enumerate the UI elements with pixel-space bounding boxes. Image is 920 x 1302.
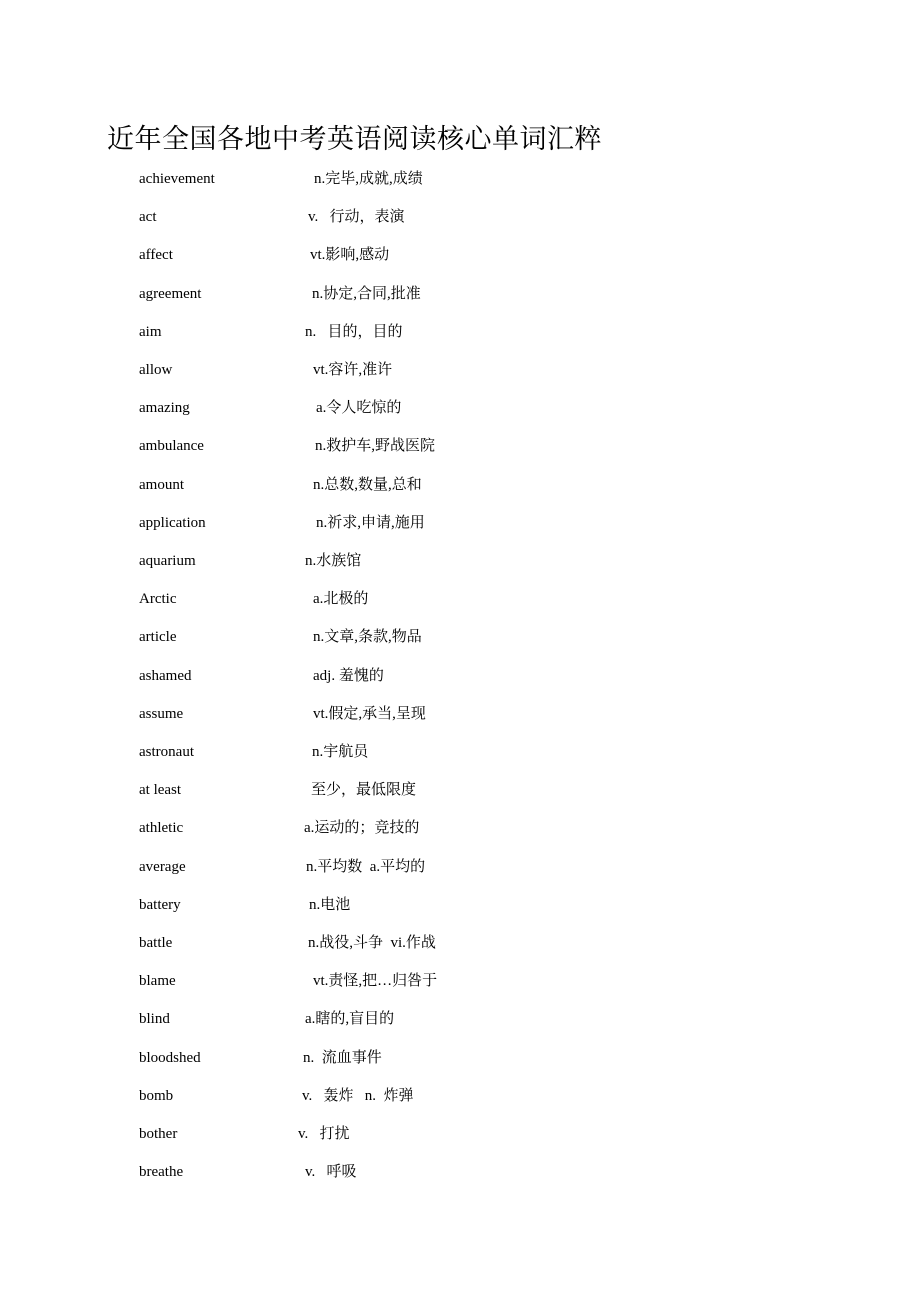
entry-word: battery: [139, 896, 181, 913]
entry-word: battle: [139, 935, 173, 951]
entry-word: at least: [139, 782, 182, 799]
entry-definition: n.祈求,申请,施用: [316, 514, 425, 531]
entry-definition: a.运动的；竞技的: [304, 820, 420, 837]
entry-definition: n.总数,数量,总和: [313, 476, 422, 493]
vocabulary-entry: [0, 1160, 920, 1184]
vocabulary-entry: [0, 893, 920, 917]
entry-word: bomb: [139, 1087, 174, 1104]
vocabulary-entry: [0, 702, 920, 726]
vocabulary-entry: [0, 778, 920, 802]
vocabulary-entry: [0, 740, 920, 764]
vocabulary-entry: [0, 587, 920, 611]
entry-word: article: [139, 629, 177, 646]
entry-word: athletic: [139, 820, 184, 837]
vocabulary-entry: [0, 243, 920, 267]
entry-definition: n.文章,条款,物品: [313, 629, 422, 646]
vocabulary-entry: [0, 1084, 920, 1108]
entry-word: average: [139, 858, 186, 875]
entry-word: allow: [139, 362, 173, 378]
vocabulary-entry: [0, 625, 920, 649]
entry-definition: a.令人吃惊的: [316, 400, 402, 417]
entry-definition: vt.容许,准许: [313, 362, 393, 378]
entry-definition: n.水族馆: [305, 553, 362, 569]
vocabulary-entry: [0, 816, 920, 840]
entry-definition: v. 轰炸 n. 炸弹: [302, 1087, 414, 1104]
entry-word: amazing: [139, 400, 190, 417]
entry-definition: n.平均数 a.平均的: [306, 858, 426, 875]
entry-word: breathe: [139, 1164, 184, 1181]
entry-definition: n. 流血事件: [303, 1049, 382, 1066]
entry-definition: vt.影响,感动: [310, 247, 390, 264]
entry-word: astronaut: [139, 744, 194, 760]
entry-definition: 至少，最低限度: [311, 782, 417, 799]
vocabulary-entry: [0, 434, 920, 458]
entry-word: application: [139, 514, 206, 531]
entry-word: ambulance: [139, 438, 204, 455]
entry-definition: vt.责怪,把…归咎于: [313, 973, 438, 990]
entry-word: act: [139, 209, 157, 226]
vocabulary-entry: [0, 664, 920, 688]
entry-word: affect: [139, 247, 173, 264]
entry-word: aim: [139, 323, 162, 340]
vocabulary-entry: [0, 473, 920, 497]
entry-word: Arctic: [139, 591, 177, 608]
vocabulary-entry: [0, 1122, 920, 1146]
entry-definition: v. 呼吸: [305, 1164, 357, 1181]
entry-definition: adj. 羞愧的: [313, 667, 384, 684]
entry-word: ashamed: [139, 667, 192, 684]
vocabulary-entry: [0, 396, 920, 420]
vocabulary-entry: [0, 205, 920, 229]
entry-word: blind: [139, 1011, 170, 1028]
vocabulary-entry: [0, 1007, 920, 1031]
entry-definition: n.救护车,野战医院: [315, 438, 436, 455]
entry-definition: n.战役,斗争 vi.作战: [308, 935, 436, 951]
entry-definition: a.瞎的,盲目的: [305, 1011, 395, 1028]
vocabulary-entry: [0, 358, 920, 382]
entry-definition: n.完毕,成就,成绩: [314, 171, 423, 187]
entry-definition: n.协定,合同,批准: [312, 285, 421, 302]
entry-definition: n.电池: [309, 896, 351, 913]
entry-word: agreement: [139, 285, 202, 302]
entry-definition: n.宇航员: [312, 744, 369, 760]
entry-word: bother: [139, 1126, 178, 1142]
vocabulary-entry: [0, 167, 920, 191]
vocabulary-entry: [0, 282, 920, 306]
entry-word: aquarium: [139, 553, 196, 569]
vocabulary-entry: [0, 320, 920, 344]
entry-definition: v. 打扰: [298, 1126, 350, 1142]
vocabulary-entry: [0, 1046, 920, 1070]
vocabulary-entry: [0, 931, 920, 955]
vocabulary-entry: [0, 511, 920, 535]
entry-word: bloodshed: [139, 1049, 201, 1066]
entry-word: achievement: [139, 171, 215, 187]
vocabulary-entry: [0, 855, 920, 879]
entry-word: assume: [139, 705, 184, 722]
document-title: 近年全国各地中考英语阅读核心单词汇粹: [107, 124, 602, 154]
entry-definition: vt.假定,承当,呈现: [313, 705, 426, 722]
vocabulary-entry: [0, 969, 920, 993]
entry-definition: a.北极的: [313, 591, 369, 608]
entry-word: blame: [139, 973, 176, 990]
entry-definition: v. 行动，表演: [308, 209, 405, 226]
entry-definition: n. 目的，目的: [305, 323, 403, 340]
vocabulary-entry: [0, 549, 920, 573]
entry-word: amount: [139, 476, 184, 493]
